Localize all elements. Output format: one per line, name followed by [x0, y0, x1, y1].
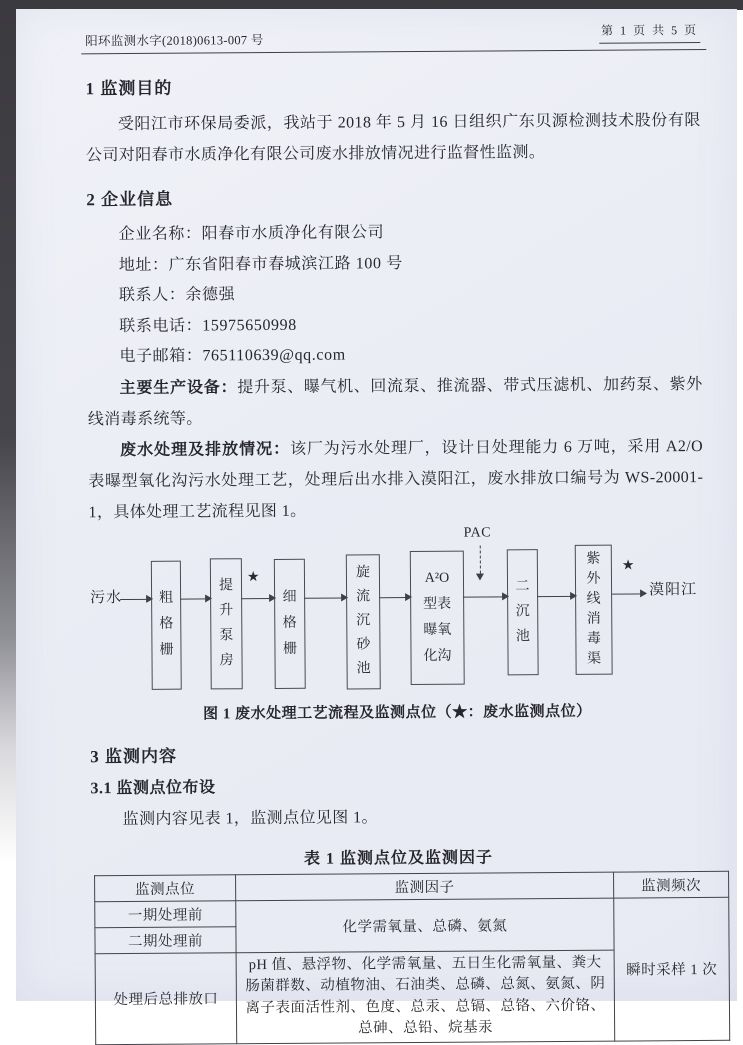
wastewater-label: 废水处理及排放情况： [120, 440, 291, 459]
monitoring-table [94, 870, 730, 1044]
page-number: 第 1 页 共 5 页 [599, 21, 700, 44]
wastewater-text: 该厂为污水处理厂，设计日处理能力 6 万吨，采用 A2/O 表曝型氧化沟污水处理工艺，处理后出水排入漠阳江，废水排放口编号为 WS-20001-1，具体处理工艺流程见图 1。 [88, 437, 704, 521]
process-box-secondary-clarifier: 二 沉 池 [507, 549, 539, 675]
pac-dashed-line [480, 545, 481, 573]
flow-arrow-7 [537, 595, 575, 596]
header-cell-factors: 监测因子 [236, 872, 614, 901]
monitoring-star-2: ★ [621, 557, 635, 574]
section-3-paragraph: 监测内容见表 1，监测点位见图 1。 [122, 808, 378, 828]
outfall-label: 漠阳江 [649, 581, 698, 598]
equipment-label: 主要生产设备： [119, 378, 238, 397]
flow-arrow-4 [304, 597, 346, 598]
process-box-coarse-screen: 粗 格 栅 [151, 560, 182, 689]
table-row [95, 897, 729, 927]
contact-person-line: 联系人：余德强 [118, 286, 236, 305]
flow-arrow-8 [612, 593, 645, 594]
email-line: 电子邮箱：765110639@qq.com [119, 346, 346, 366]
address-line: 地址：广东省阳春市春城滨江路 100 号 [118, 254, 403, 274]
process-box-fine-screen: 细 格 栅 [274, 558, 306, 688]
document-page [16, 9, 737, 1037]
section-1-heading: 1 监测目的 [85, 78, 173, 99]
process-box-uv-disinfection: 紫 外 线 消 毒 渠 [575, 544, 613, 674]
frequency-cell: 瞬时采样 1 次 [614, 897, 730, 1041]
header-cell-point: 监测点位 [95, 874, 236, 901]
process-box-lift-pump: 提 升 泵 房 [210, 558, 243, 689]
equipment-text: 提升泵、曝气机、回流泵、推流器、带式压滤机、加药泵、紫外线消毒系统等。 [87, 375, 703, 428]
wastewater-paragraph [88, 430, 704, 527]
scan-edge-left [0, 0, 16, 910]
process-flow-diagram [89, 524, 705, 698]
header-cell-frequency: 监测频次 [614, 871, 729, 898]
section-2-heading: 2 企业信息 [86, 189, 174, 210]
pac-label: PAC [463, 524, 492, 541]
figure-1-caption: 图 1 废水处理工艺流程及监测点位（★：废水监测点位） [203, 703, 592, 722]
page-header [85, 21, 700, 51]
section-1-paragraph: 受阳江市环保局委派，我站于 2018 年 5 月 16 日组织广东贝源检测技术股份有限公司对阳春市水质净化有限公司废水排放情况进行监督性监测。 [85, 111, 701, 165]
section-3-heading: 3 监测内容 [90, 746, 178, 766]
flow-arrow-2 [180, 598, 210, 599]
monitoring-star-1: ★ [246, 569, 260, 585]
factors-cell-outfall: pH 值、悬浮物、化学需氧量、五日生化需氧量、粪大肠菌群数、动植物油、石油类、总磷、总氮、氨氮、阴离子表面活性剂、色度、总汞、总镉、总铬、六价铬、总砷、总铅、烷基汞 [236, 950, 615, 1044]
contact-phone-line: 联系电话：15975650998 [119, 316, 297, 335]
table-1-title: 表 1 监测点位及监测因子 [303, 848, 493, 868]
equipment-paragraph [88, 368, 703, 434]
factors-cell-phase12: 化学需氧量、总磷、氨氮 [236, 898, 614, 953]
flow-arrow-5 [379, 597, 410, 598]
process-box-a2o-oxidation-ditch: A²O 型表 曝氧 化沟 [410, 550, 465, 684]
flow-arrow-6 [463, 596, 507, 597]
flow-arrow-1 [120, 598, 151, 599]
pac-arrowhead [476, 573, 484, 580]
point-cell-phase1: 一期处理前 [95, 900, 236, 927]
doc-number: 阳环监测水字(2018)0613-007 号 [85, 33, 264, 49]
point-cell-phase2: 二期处理前 [95, 926, 236, 953]
process-box-grit-chamber: 旋 流 沉 砂 池 [346, 554, 381, 689]
influent-label: 污水 [90, 589, 123, 606]
company-name-line: 企业名称：阳春市水质净化有限公司 [118, 224, 385, 244]
point-cell-outfall: 处理后总排放口 [95, 952, 237, 1044]
flow-arrow-3 [241, 597, 274, 598]
section-3-1-heading: 3.1 监测点位布设 [90, 778, 216, 797]
